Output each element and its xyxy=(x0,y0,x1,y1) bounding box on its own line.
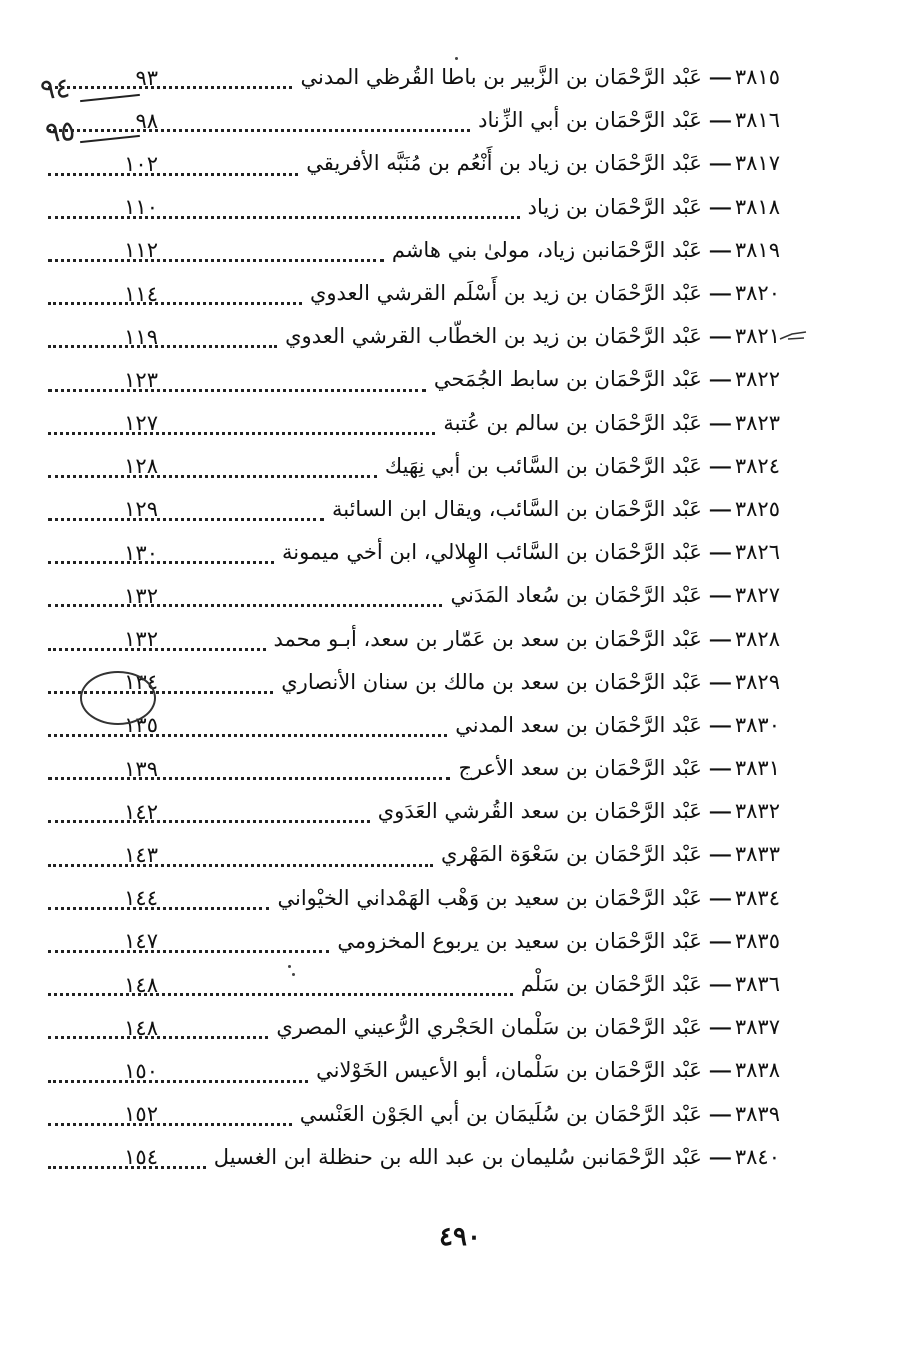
entry-title: عَبْد الرَّحْمَان بن سعد الأعرج xyxy=(458,756,702,781)
entry-title: عَبْد الرَّحْمَان بن سابط الجُمَحي xyxy=(433,367,702,392)
entry-title: عَبْد الرَّحْمَان بن سعد المدني xyxy=(455,712,702,737)
entry-dash: — xyxy=(709,757,731,781)
entry-number: ٣٨١٥ xyxy=(734,65,780,90)
entry-number: ٣٨٢٩ xyxy=(734,669,780,694)
entry-page-number: ١٥٠ xyxy=(124,1058,158,1083)
entry-title: عَبْد الرَّحْمَان بن سُلَيمَان بن أبي الجَوْن العَنْسي xyxy=(299,1101,702,1126)
entry-number: ٣٨٢٧ xyxy=(734,583,780,608)
page-number-column xyxy=(78,56,158,1179)
entry-title: عَبْد الرَّحْمَان بن سعد بن مالك بن سنان الأنصاري xyxy=(281,669,702,694)
entry-page-number: ١٢٣ xyxy=(124,367,158,392)
entry-page-number: ١٤٤ xyxy=(124,886,158,911)
entry-title: عَبْد الرَّحْمَان بن سَلْمان الحَجْري الرُّعيني المصري xyxy=(276,1015,702,1040)
entry-page-number: ١٤٨ xyxy=(124,972,158,997)
entry-dash: — xyxy=(709,584,731,608)
handwritten-correction: ٩٤ xyxy=(38,70,72,107)
entry-number: ٣٨٢٣ xyxy=(734,410,780,435)
entry-dash: — xyxy=(709,1145,731,1169)
entry-dash: — xyxy=(709,1059,731,1083)
entry-number: ٣٨٣٣ xyxy=(734,842,780,867)
entry-page-number: ١٣٢ xyxy=(124,583,158,608)
entry-title: عَبْد الرَّحْمَان بن سعيد بن يربوع المخزومي xyxy=(337,928,702,953)
entry-number: ٣٨٣٥ xyxy=(734,928,780,953)
entry-page-number: ١٤٢ xyxy=(124,799,158,824)
entry-dash: — xyxy=(709,497,731,521)
handwritten-correction: ٩٥ xyxy=(43,113,77,150)
entry-page-number: ١٠٢ xyxy=(124,151,158,176)
entry-number: ٣٨٤٠ xyxy=(734,1144,780,1169)
entry-number: ٣٨١٦ xyxy=(734,108,780,133)
entry-title: عَبْد الرَّحْمَان بن سعيد بن وَهْب الهَمْداني الخيْواني xyxy=(277,885,702,910)
entry-dash: — xyxy=(709,411,731,435)
entry-title: عَبْد الرَّحْمَان بن السَّائب بن أبي نِهَيك xyxy=(384,453,702,478)
entry-dash: — xyxy=(709,238,731,262)
entry-page-number: ١٣٤ xyxy=(124,670,158,695)
entry-dash: — xyxy=(709,670,731,694)
entry-page-number: ١٣٩ xyxy=(124,756,158,781)
entry-page-number: ١٤٨ xyxy=(124,1015,158,1040)
entry-number: ٣٨٣٨ xyxy=(734,1058,780,1083)
entry-title: عَبْد الرَّحْمَان بن السَّائب، ويقال ابن السائبة xyxy=(331,496,702,521)
entry-dash: — xyxy=(709,541,731,565)
entry-dash: — xyxy=(709,325,731,349)
entry-title: عَبْد الرَّحْمَان بن سالم بن عُتبة xyxy=(443,410,702,435)
entry-dash: — xyxy=(709,800,731,824)
entry-title: عَبْد الرَّحْمَانبن زياد، مولىٰ بني هاشم xyxy=(391,237,702,262)
entry-number: ٣٨٢٢ xyxy=(734,367,780,392)
entry-number: ٣٨١٧ xyxy=(734,151,780,176)
entry-number: ٣٨٣٢ xyxy=(734,799,780,824)
entry-page-number: ١٢٧ xyxy=(124,411,158,436)
entry-dash: — xyxy=(709,282,731,306)
entry-number: ٣٨٢٦ xyxy=(734,540,780,565)
entry-title: عَبْد الرَّحْمَان بن سَلْمان، أبو الأعيس الخَوْلاني xyxy=(316,1058,702,1083)
entry-page-number: ١٤٧ xyxy=(124,929,158,954)
entry-number: ٣٨٢٨ xyxy=(734,626,780,651)
entry-number: ٣٨٣٩ xyxy=(734,1101,780,1126)
entry-page-number: ١٢٩ xyxy=(124,497,158,522)
entry-title: عَبْد الرَّحْمَانبن سُليمان بن عبد الله بن حنظلة ابن الغسيل xyxy=(213,1144,702,1169)
entry-page-number: ١٥٢ xyxy=(124,1102,158,1127)
entry-dash: — xyxy=(709,152,731,176)
entry-dash: — xyxy=(709,929,731,953)
entry-title: عَبْد الرَّحْمَان بن زيد بن الخطّاب القرشي العدوي xyxy=(285,324,702,349)
entry-page-number: ١٢٨ xyxy=(124,454,158,479)
entry-title: عَبْد الرَّحْمَان بن سعد القُرشي العَدَوي xyxy=(377,799,702,824)
entry-title: عَبْد الرَّحْمَان بن سُعاد المَدَني xyxy=(450,583,702,608)
entry-dash: — xyxy=(709,843,731,867)
entry-title: عَبْد الرَّحْمَان بن الزَّبير بن باطا القُرظي المدني xyxy=(300,65,702,90)
entry-dash: — xyxy=(709,454,731,478)
entry-page-number: ١١٠ xyxy=(124,195,158,220)
entry-dash: — xyxy=(709,1016,731,1040)
scan-speck xyxy=(292,973,295,976)
entry-page-number: ١٣٠ xyxy=(124,540,158,565)
entry-number: ٣٨٢١ xyxy=(734,324,780,349)
entry-title: عَبْد الرَّحْمَان بن سَعْوَة المَهْري xyxy=(441,842,702,867)
entry-title: عَبْد الرَّحْمَان بن أبي الزِّناد xyxy=(478,108,702,133)
entry-dash: — xyxy=(709,713,731,737)
entry-title: عَبْد الرَّحْمَان بن السَّائب الهِلالي، ابن أخي ميمونة xyxy=(282,540,702,565)
entry-page-number: ١٣٢ xyxy=(124,627,158,652)
entry-dash: — xyxy=(709,973,731,997)
entry-page-number: ١١٢ xyxy=(124,238,158,263)
entry-title: عَبْد الرَّحْمَان بن زيد بن أَسْلَم القرشي العدوي xyxy=(309,281,702,306)
entry-number: ٣٨٣٤ xyxy=(734,885,780,910)
page-footer-number: ٤٩٠ xyxy=(439,1222,481,1252)
entry-dash: — xyxy=(709,368,731,392)
entry-page-number: ١٣٥ xyxy=(124,713,158,738)
entry-dash: — xyxy=(709,195,731,219)
entry-dash: — xyxy=(709,627,731,651)
entry-page-number: ١٤٣ xyxy=(124,842,158,867)
circled-page-number-mark xyxy=(80,671,156,725)
entry-dash: — xyxy=(709,109,731,133)
entry-page-number: ١٥٤ xyxy=(124,1145,158,1170)
entry-dash: — xyxy=(709,1102,731,1126)
entry-number: ٣٨٢٤ xyxy=(734,453,780,478)
entry-number: ٣٨٣٧ xyxy=(734,1015,780,1040)
entry-number: ٣٨٣١ xyxy=(734,756,780,781)
entry-number: ٣٨١٨ xyxy=(734,194,780,219)
entry-title: عَبْد الرَّحْمَان بن سَلْم xyxy=(520,972,702,997)
entry-title: عَبْد الرَّحْمَان بن زياد xyxy=(527,194,702,219)
entry-number: ٣٨٣٠ xyxy=(734,712,780,737)
scan-speck xyxy=(455,57,458,60)
entry-title: عَبْد الرَّحْمَان بن سعد بن عَمّار بن سعد، أبـو محمد xyxy=(273,626,702,651)
entry-page-number: ٩٣ xyxy=(135,65,158,90)
entry-number: ٣٨١٩ xyxy=(734,237,780,262)
entry-number: ٣٨٣٦ xyxy=(734,972,780,997)
entry-page-number: ٩٨ xyxy=(135,108,158,133)
scan-speck xyxy=(288,965,291,968)
entry-page-number: ١١٤ xyxy=(124,281,158,306)
entry-number: ٣٨٢٠ xyxy=(734,281,780,306)
entry-number: ٣٨٢٥ xyxy=(734,496,780,521)
pen-mark-icon xyxy=(778,330,808,342)
entry-dash: — xyxy=(709,886,731,910)
entry-page-number: ١١٩ xyxy=(124,324,158,349)
entry-title: عَبْد الرَّحْمَان بن زياد بن أَنْعُم بن مُنَبَّه الأفريقي xyxy=(306,151,702,176)
entry-dash: — xyxy=(709,66,731,90)
